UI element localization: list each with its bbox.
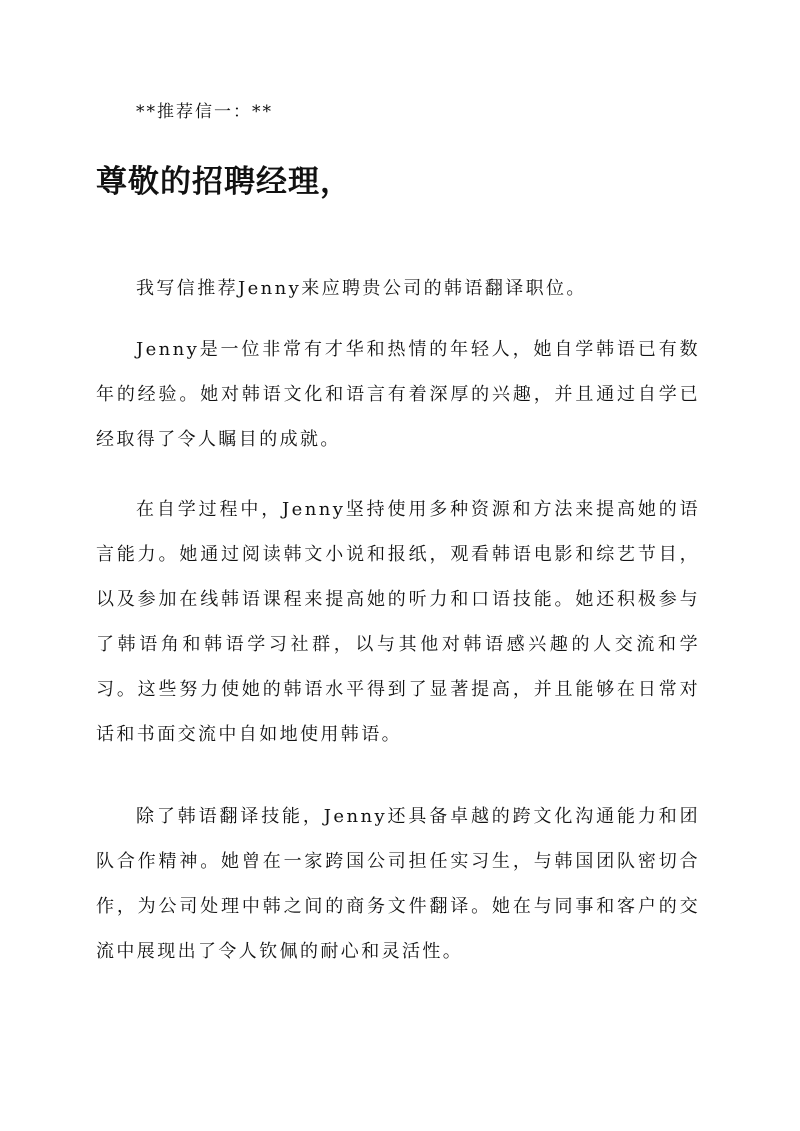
- paragraph-skills: 除了韩语翻译技能，Jenny还具备卓越的跨文化沟通能力和团队合作精神。她曾在一家跨国公司担任实习生，与韩国团队密切合作，为公司处理中韩之间的商务文件翻译。她在与同事和客户的交流中展现出了令人钦佩的耐心和灵活性。: [96, 806, 700, 962]
- salutation-heading: 尊敬的招聘经理，: [96, 164, 352, 200]
- paragraph-learning: 在自学过程中，Jenny坚持使用多种资源和方法来提高她的语言能力。她通过阅读韩文小说和报纸，观看韩语电影和综艺节目，以及参加在线韩语课程来提高她的听力和口语技能。她还积极参与了韩语角和韩语学习社群，以与其他对韩语感兴趣的人交流和学习。这些努力使她的韩语水平得到了显著提高，并且能够在日常对话和书面交流中自如地使用韩语。: [96, 499, 700, 745]
- paragraph-intro: 我写信推荐Jenny来应聘贵公司的韩语翻译职位。: [136, 278, 587, 299]
- paragraph-background: Jenny是一位非常有才华和热情的年轻人，她自学韩语已有数年的经验。她对韩语文化和语言有着深厚的兴趣，并且通过自学已经取得了令人瞩目的成就。: [96, 339, 700, 450]
- letter-label: **推荐信一：**: [136, 102, 273, 122]
